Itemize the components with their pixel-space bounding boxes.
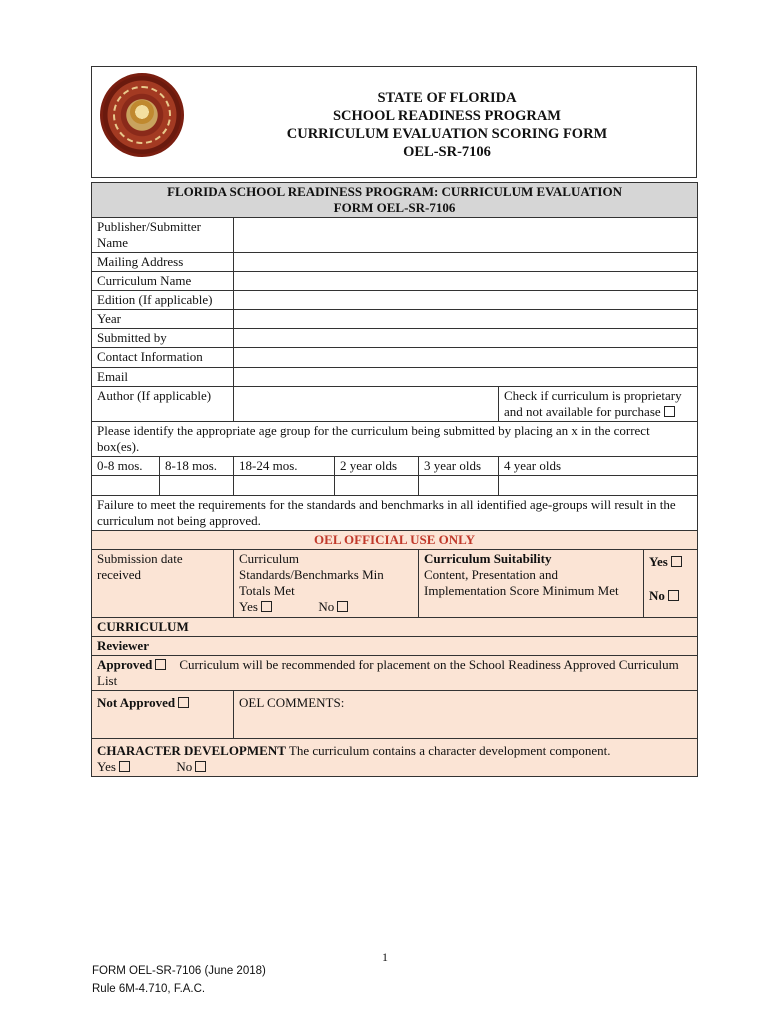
age-box-8-18[interactable] [160,476,234,496]
footer-form-id: FORM OEL-SR-7106 (June 2018) [92,965,266,977]
contact-information-field[interactable] [234,348,698,368]
curriculum-label: CURRICULUM [92,618,698,637]
suitability-yes-checkbox[interactable] [671,556,682,567]
label-edition: Edition (If applicable) [92,291,234,310]
official-use-heading: OEL OFFICIAL USE ONLY [92,531,698,550]
author-field[interactable] [234,387,499,422]
evaluation-form-table [91,182,698,777]
age-box-0-8[interactable] [92,476,160,496]
form-title [92,183,698,218]
reviewer-label: Reviewer [97,638,149,653]
character-development-text: The curriculum contains a character development component. [288,743,611,758]
char-dev-yes-checkbox[interactable] [119,761,130,772]
standards-yes-checkbox[interactable] [261,601,272,612]
suitability-cell [419,550,644,618]
submitted-by-field[interactable] [234,329,698,348]
age-box-3yr[interactable] [419,476,499,496]
label-curriculum-name: Curriculum Name [92,272,234,291]
page-number: 1 [382,950,388,964]
title-line-2: SCHOOL READINESS PROGRAM [332,108,561,124]
age-box-18-24[interactable] [234,476,335,496]
label-year: Year [92,310,234,329]
proprietary-checkbox[interactable] [664,406,675,417]
reviewer-field[interactable] [92,637,698,656]
failure-note: Failure to meet the requirements for the standards and benchmarks in all identified age-groups will result in the curriculum not being approved. [92,496,698,531]
label-author: Author (If applicable) [92,387,234,422]
year-field[interactable] [234,310,698,329]
document-title [242,89,652,161]
title-line-3: CURRICULUM EVALUATION SCORING FORM [286,126,608,142]
char-dev-no-checkbox[interactable] [195,761,206,772]
age-header-3yr: 3 year olds [419,457,499,476]
char-dev-no-label: No [176,759,193,774]
suitability-title: Curriculum Suitability [424,551,552,566]
label-submitted-by: Submitted by [92,329,234,348]
age-group-prompt: Please identify the appropriate age group for the curriculum being submitted by placing an x in the correct box(es). [92,422,698,457]
standards-yes-label: Yes [239,599,258,614]
label-email: Email [92,368,234,387]
mailing-address-field[interactable] [234,253,698,272]
suitability-yes-label: Yes [649,554,668,569]
character-development-label: CHARACTER DEVELOPMENT [97,743,286,758]
label-proprietary: Check if curriculum is proprietary and not available for purchase [504,388,682,419]
age-header-0-8: 0-8 mos. [92,457,160,476]
suitability-desc: Content, Presentation and Implementation Score Minimum Met [424,567,619,598]
title-line-1: STATE OF FLORIDA [377,90,517,106]
title-line-4: OEL-SR-7106 [403,144,491,160]
standards-no-checkbox[interactable] [337,601,348,612]
label-publisher: Publisher/Submitter Name [92,218,234,253]
age-header-4yr: 4 year olds [499,457,698,476]
submission-date-received: Submission date received [92,550,234,618]
curriculum-name-field[interactable] [234,272,698,291]
label-contact-information: Contact Information [92,348,234,368]
email-field[interactable] [234,368,698,387]
proprietary-checkbox-cell[interactable] [499,387,698,422]
footer-rule: Rule 6M-4.710, F.A.C. [92,983,206,995]
suitability-no-checkbox[interactable] [668,590,679,601]
standards-label: Curriculum Standards/Benchmarks Min Totals Met [239,551,384,598]
publisher-field[interactable] [234,218,698,253]
age-header-8-18: 8-18 mos. [160,457,234,476]
oel-comments-field[interactable] [234,691,698,739]
age-box-4yr[interactable] [499,476,698,496]
edition-field[interactable] [234,291,698,310]
suitability-yes-no-cell [644,550,698,618]
standards-no-label: No [318,599,335,614]
oel-comments-label: OEL COMMENTS: [239,695,345,710]
approved-row [92,656,698,691]
label-mailing-address: Mailing Address [92,253,234,272]
approved-checkbox[interactable] [155,659,166,670]
char-dev-yes-label: Yes [97,759,116,774]
character-development-row [92,739,698,777]
approved-text: Curriculum will be recommended for placement on the School Readiness Approved Curriculum List [97,657,679,688]
standards-cell [234,550,419,618]
age-box-2yr[interactable] [335,476,419,496]
form-title-line-1: FLORIDA SCHOOL READINESS PROGRAM: CURRICULUM EVALUATION [167,184,622,199]
header-box [91,66,697,178]
suitability-no-label: No [649,588,665,603]
not-approved-cell [92,691,234,739]
state-seal-image [100,73,184,157]
age-header-18-24: 18-24 mos. [234,457,335,476]
form-title-line-2: FORM OEL-SR-7106 [333,200,456,215]
approved-label: Approved [97,657,153,672]
not-approved-checkbox[interactable] [178,697,189,708]
not-approved-label: Not Approved [97,695,176,710]
age-header-2yr: 2 year olds [335,457,419,476]
